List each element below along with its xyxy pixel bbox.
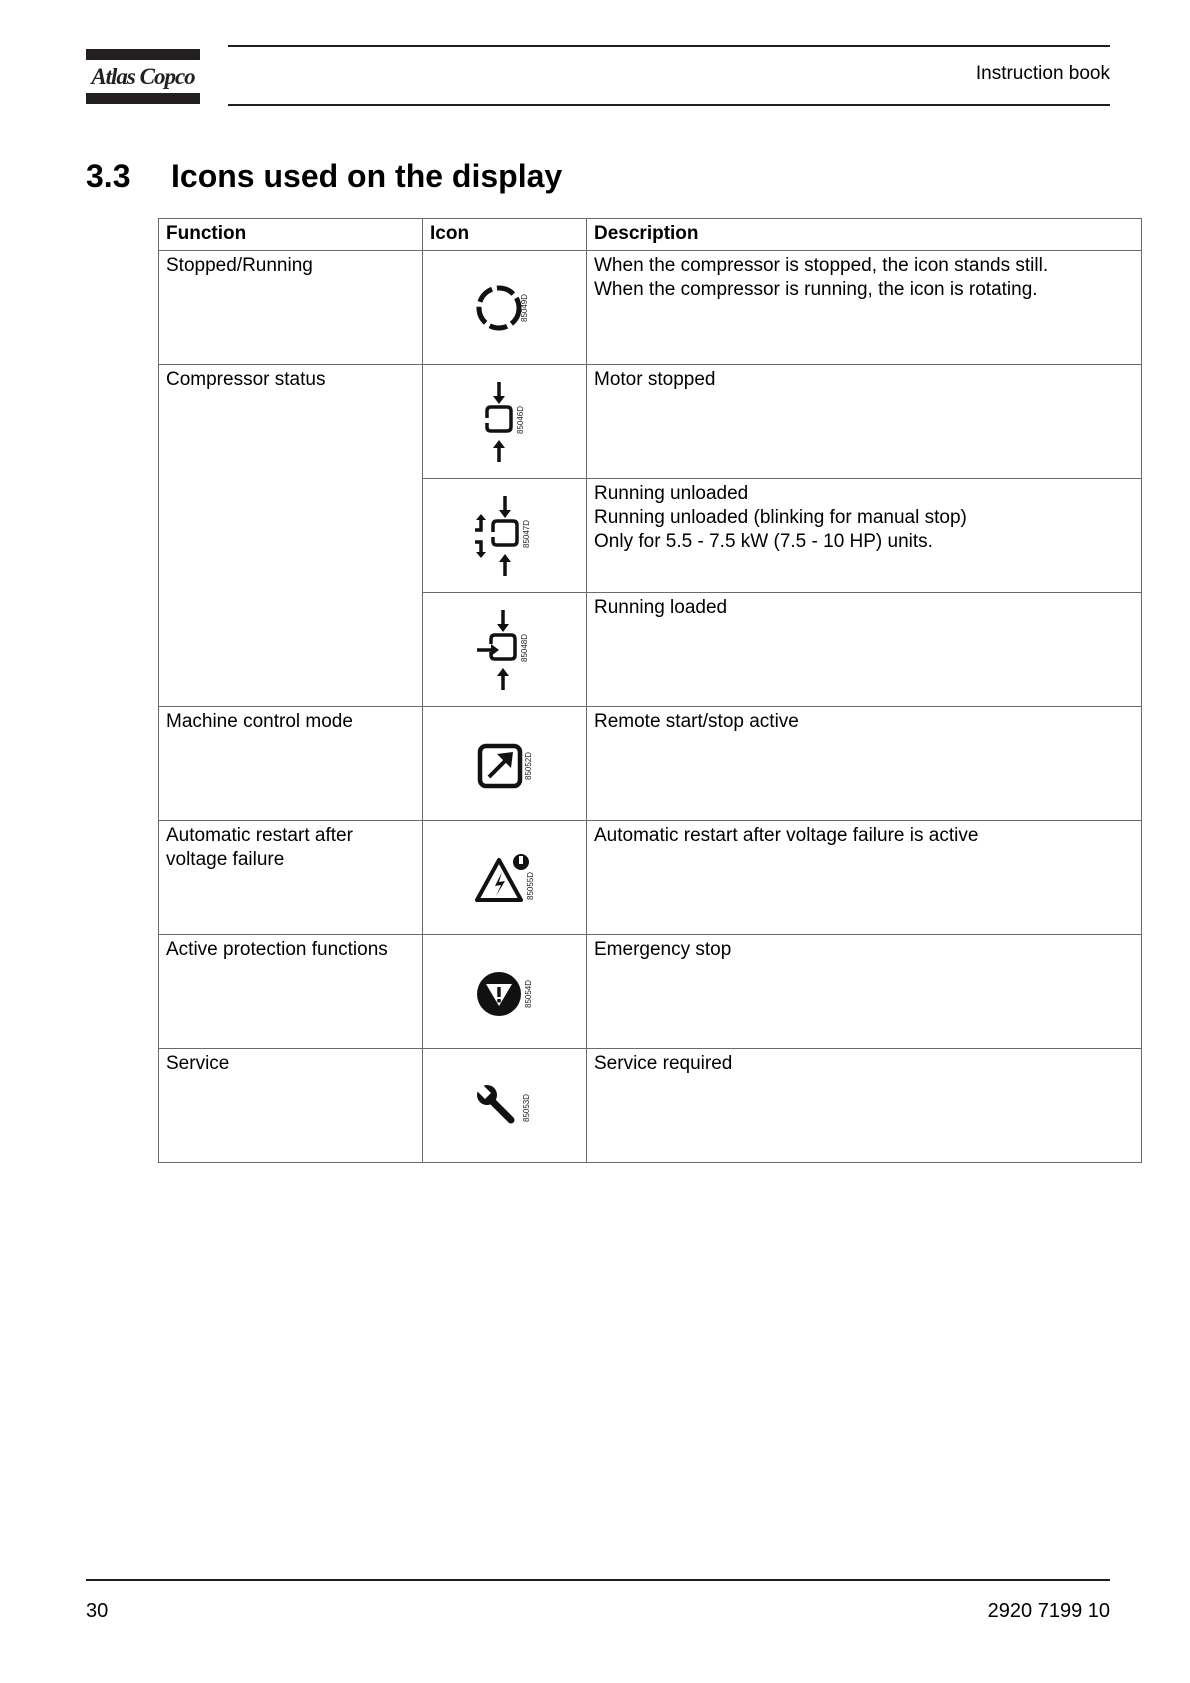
icon-code-label: 85054D (523, 979, 533, 1008)
wrench-icon (469, 1056, 541, 1156)
icon-cell (423, 593, 587, 707)
function-cell: Automatic restart after voltage failure (159, 821, 423, 935)
rotating-circle-icon (469, 258, 541, 358)
footer-rule (86, 1579, 1110, 1581)
document-number: 2920 7199 10 (987, 1600, 1110, 1622)
function-cell: Stopped/Running (159, 251, 423, 365)
function-cell: Machine control mode (159, 707, 423, 821)
description-line: When the compressor is stopped, the icon stands still. (594, 255, 1049, 276)
description-line: Motor stopped (594, 369, 716, 390)
header-top-rule (228, 45, 1110, 47)
icons-table (158, 218, 1142, 1163)
function-cell: Compressor status (159, 365, 423, 707)
icon-code-label: 85046D (515, 405, 525, 434)
icon-cell (423, 479, 587, 593)
description-line: Automatic restart after voltage failure is active (594, 825, 979, 846)
emergency-stop-icon (469, 942, 541, 1042)
description-cell (587, 935, 1142, 1049)
section-number: 3.3 (86, 158, 131, 194)
column-header-function: Function (159, 219, 423, 251)
description-cell (587, 707, 1142, 821)
description-cell (587, 1049, 1142, 1163)
table-row (159, 251, 1142, 365)
icon-code-label: 85053D (521, 1093, 531, 1122)
description-line: Emergency stop (594, 939, 732, 960)
description-cell (587, 821, 1142, 935)
description-line: When the compressor is running, the icon is rotating. (594, 279, 1038, 300)
table-row (159, 935, 1142, 1049)
page-number: 30 (86, 1600, 109, 1622)
icon-code-label: 85055D (525, 871, 535, 900)
description-line: Remote start/stop active (594, 711, 799, 732)
description-cell (587, 593, 1142, 707)
remote-start-stop-icon (469, 714, 541, 814)
description-cell (587, 251, 1142, 365)
table-row (159, 707, 1142, 821)
logo-bottom-bar (86, 93, 200, 104)
icon-cell (423, 935, 587, 1049)
table-header-row (159, 219, 1142, 251)
icon-code-label: 85047D (521, 519, 531, 548)
icon-code-label: 85052D (523, 751, 533, 780)
motor-stopped-icon (469, 372, 541, 472)
function-cell: Service (159, 1049, 423, 1163)
atlas-copco-logo (86, 49, 200, 104)
table-row (159, 365, 1142, 479)
icon-code-label: 85049D (519, 293, 529, 322)
icon-cell (423, 365, 587, 479)
description-cell (587, 365, 1142, 479)
icon-code-label: 85048D (519, 633, 529, 662)
description-line: Running unloaded (blinking for manual stop) (594, 507, 967, 528)
column-header-icon: Icon (423, 219, 587, 251)
column-header-description: Description (587, 219, 1142, 251)
header-title: Instruction book (975, 63, 1110, 84)
icon-cell (423, 707, 587, 821)
running-unloaded-icon (469, 486, 541, 586)
icon-cell (423, 1049, 587, 1163)
description-line: Running unloaded (594, 483, 749, 504)
table-row (159, 1049, 1142, 1163)
function-cell: Active protection functions (159, 935, 423, 1049)
table-row (159, 821, 1142, 935)
voltage-warning-icon (469, 828, 541, 928)
header-bottom-rule (228, 104, 1110, 106)
icon-cell (423, 251, 587, 365)
description-cell (587, 479, 1142, 593)
description-line: Service required (594, 1053, 733, 1074)
logo-brand-text: Atlas Copco (91, 64, 195, 89)
running-loaded-icon (469, 600, 541, 700)
description-line: Running loaded (594, 597, 728, 618)
section-title: Icons used on the display (171, 158, 563, 194)
icon-cell (423, 821, 587, 935)
description-line: Only for 5.5 - 7.5 kW (7.5 - 10 HP) units. (594, 531, 933, 552)
logo-top-bar (86, 49, 200, 60)
